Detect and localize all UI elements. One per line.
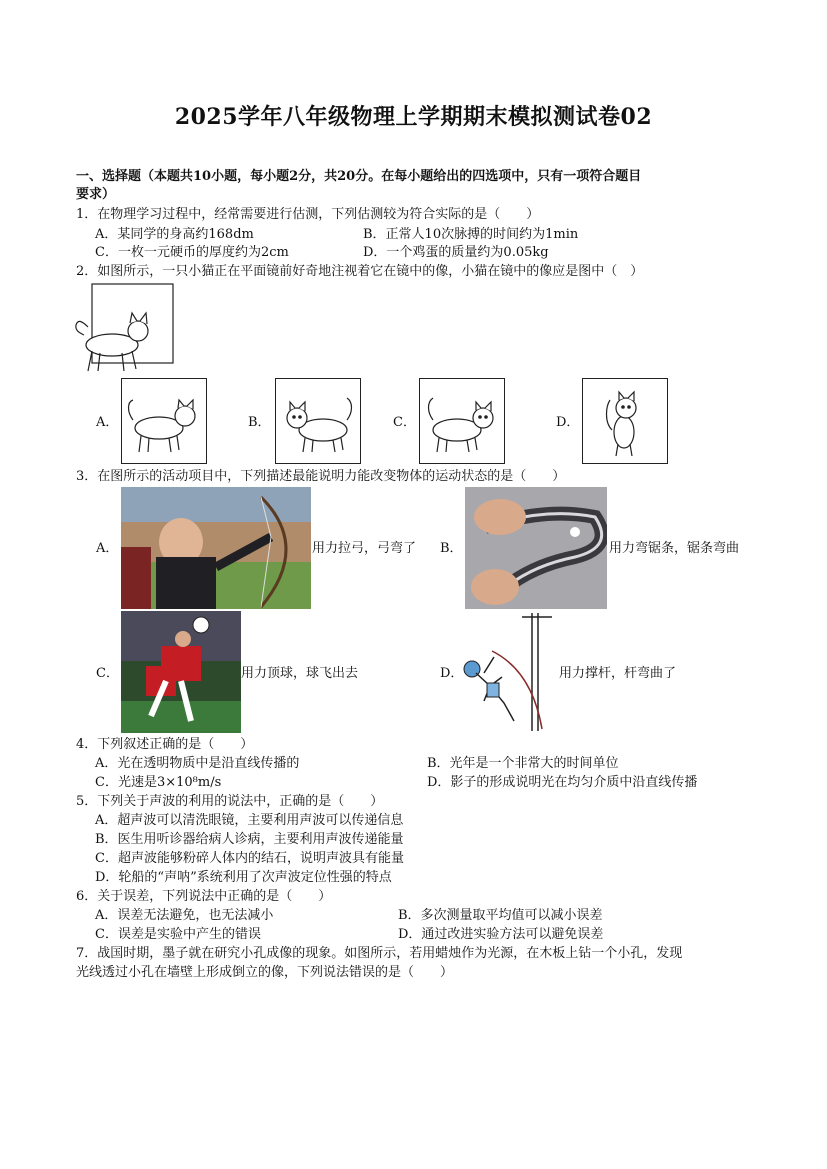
section-heading-line2: 要求） [76,187,116,202]
cat-option-a-image [121,378,207,464]
q3-option-a-label: A． [96,541,119,556]
q3-option-d-text: 用力撑杆，杆弯曲了 [559,666,677,681]
q1-stem: 1．在物理学习过程中，经常需要进行估测，下列估测较为符合实际的是（ ） [76,207,540,222]
cat-option-b-image [275,378,361,464]
q2-option-c-label: C． [393,415,416,430]
pole-vault-figure [462,611,557,733]
page-title: 2025学年八年级物理上学期期末模拟测试卷02 [174,104,653,130]
q3-option-d-label: D． [440,666,464,681]
q3-option-b-label: B． [440,541,463,556]
q3-option-c-label: C． [96,666,119,681]
q4-stem: 4．下列叙述正确的是（ ） [76,737,254,752]
q4-option-b: B．光年是一个非常大的时间单位 [427,756,619,771]
q3-option-c-text: 用力顶球，球飞出去 [241,666,359,681]
q2-option-b-label: B． [248,415,271,430]
q1-option-d: D．一个鸡蛋的质量约为0.05kg [363,245,549,260]
q2-stem: 2．如图所示，一只小猫正在平面镜前好奇地注视着它在镜中的像，小猫在镜中的像应是图中（ ） [76,264,644,279]
q4-option-c: C．光速是3×10⁸m/s [95,775,222,790]
section-heading-line1: 一、选择题（本题共10小题，每小题2分，共20分。在每小题给出的四选项中，只有一项符合题目 [76,169,642,184]
q5-option-d: D．轮船的“声呐”系统利用了次声波定位性强的特点 [95,870,392,885]
q6-option-d: D．通过改进实验方法可以避免误差 [398,927,604,942]
q7-stem-line1: 7．战国时期，墨子就在研究小孔成像的现象。如图所示，若用蜡烛作为光源，在木板上钻一个小孔，发现 [76,946,683,961]
cat-mirror-figure [74,283,176,375]
q5-option-c: C．超声波能够粉碎人体内的结石，说明声波具有能量 [95,851,404,866]
q5-stem: 5．下列关于声波的利用的说法中，正确的是（ ） [76,794,384,809]
q3-stem: 3．在图所示的活动项目中，下列描述最能说明力能改变物体的运动状态的是（ ） [76,469,566,484]
q1-option-b: B．正常人10次脉搏的时间约为1min [363,227,579,242]
cat-option-c-image [419,378,505,464]
q3-option-a-text: 用力拉弓，弓弯了 [312,541,417,556]
saw-blade-photo [465,487,607,609]
heading-ball-photo [121,611,241,733]
cat-option-d-image [582,378,668,464]
q1-option-a: A．某同学的身高约168dm [95,227,254,242]
q1-option-c: C．一枚一元硬币的厚度约为2cm [95,245,289,260]
q7-stem-line2: 光线透过小孔在墙壁上形成倒立的像，下列说法错误的是（ ） [76,965,454,980]
q6-option-c: C．误差是实验中产生的错误 [95,927,261,942]
q4-option-d: D．影子的形成说明光在均匀介质中沿直线传播 [427,775,698,790]
q4-option-a: A．光在透明物质中是沿直线传播的 [95,756,300,771]
q5-option-a: A．超声波可以清洗眼镜，主要利用声波可以传递信息 [95,813,404,828]
q5-option-b: B．医生用听诊器给病人诊病，主要利用声波传递能量 [95,832,404,847]
q6-stem: 6．关于误差，下列说法中正确的是（ ） [76,889,332,904]
q2-option-d-label: D． [556,415,580,430]
q2-option-a-label: A． [96,415,119,430]
q3-option-b-text: 用力弯锯条，锯条弯曲 [609,541,740,556]
q6-option-b: B．多次测量取平均值可以减小误差 [398,908,603,923]
q6-option-a: A．误差无法避免，也无法减小 [95,908,274,923]
archery-photo [121,487,311,609]
